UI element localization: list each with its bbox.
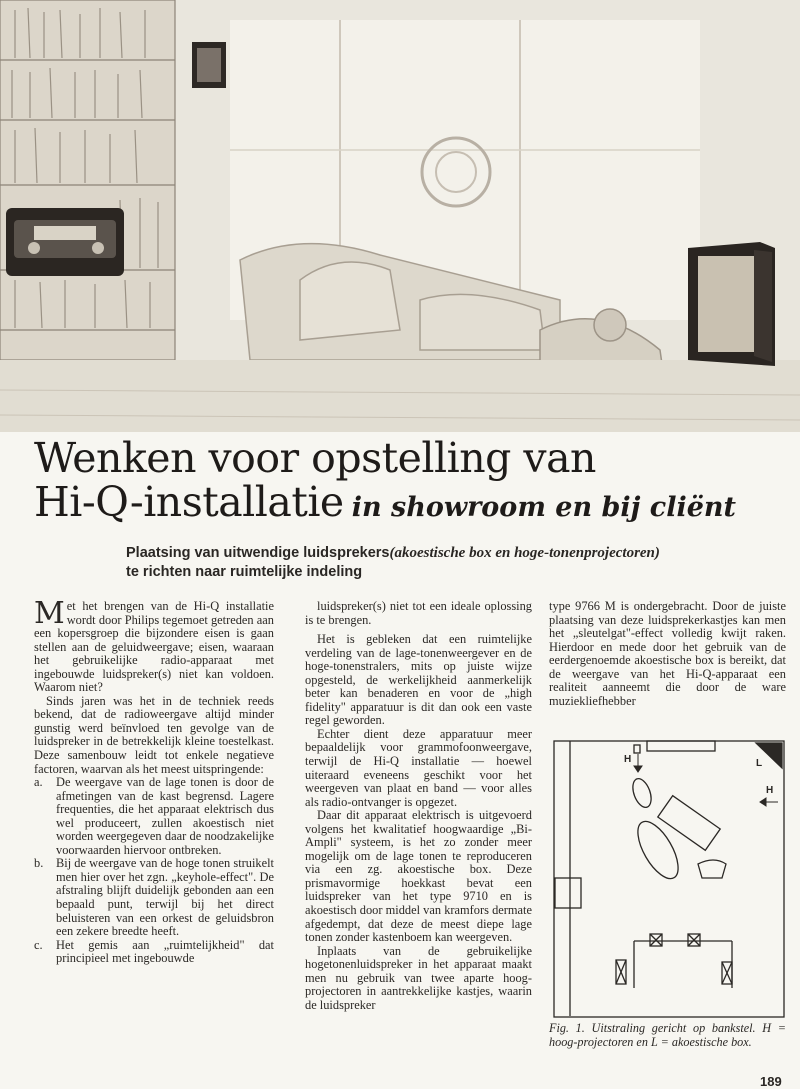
radio-apparatus: [6, 208, 124, 276]
list-item-a: a. De weergave van de lage tonen is door de afmetingen van de kast begrensd. Lagere frequenties, die het apparaat elektrisch dus wel produceert, zullen akoestisch niet worden weergegeven daar de noodzakelijke voorwaarden hiervoor ontbreken.: [34, 775, 274, 857]
label-h-top: H: [624, 754, 632, 765]
room-illustration: [0, 0, 800, 432]
bookcase: [0, 0, 175, 360]
label-l: L: [756, 758, 763, 769]
text-column-3: [549, 600, 786, 708]
article-subtitle: Plaatsing van uitwendige luidsprekers(akoestische box en hoge-tonenprojectoren) te richten naar ruimtelijke indeling: [126, 545, 660, 580]
paragraph: luidspreker(s) niet tot een ideale oplossing is te brengen.: [305, 599, 532, 627]
drop-cap: M: [34, 596, 65, 631]
list-item-b: b. Bij de weergave van de hoge tonen struikelt men hier over het zgn. „keyhole-effect". De afstraling blijft duidelijk gebonden aan een bepaald punt, terwijl bij het direct beluisteren van een orkest de geluidsbron een zekere breedte heeft.: [34, 856, 274, 939]
article-title-sub: in showroom en bij cliënt: [351, 492, 737, 523]
paragraph: Inplaats van de gebruikelijke hogetonenluidspreker in het apparaat maakt men nu gebruik van twee aparte hoog-projectoren in aantrekkelijke kastjes, waarin de luidspreker: [305, 943, 532, 1012]
page-number: 189: [760, 1074, 782, 1089]
paragraph: type 9766 M is ondergebracht. Door de juiste plaatsing van deze luidsprekerkastjes kan men het „sleutelgat"-effect volledig kwijt raken. Hierdoor en mede door het gebruik van de eerdergenoemde akoestische box is bereikt, dat de weergave van het Hi-Q-apparaat een realiteit aanneemt die door de ware muziekliefhebber: [549, 599, 786, 708]
article-title-line-2: [34, 478, 736, 526]
paragraph: Daar dit apparaat elektrisch is uitgevoerd volgens het kwalitatief hoogwaardige „Bi-Ampli" systeem, is het zo zonder meer mogelijk om de lage tonen te reproduceren via een zg. akoestische box. Deze prismavormige hoekkast bevat een luidspreker van het type 9710 en is akoestisch door middel van kramfors dermate afgedempt, dat deze de meest diepe lage tonen zonder kastenboem kan weergeven.: [305, 808, 532, 945]
paragraph: Sinds jaren was het in de techniek reeds bekend, dat de radioweergave altijd minder gunstig werd beïnvloed ten gevolge van de luidspreker in de betrekkelijk kleine toestelkast. Deze samenbouw leidt tot enkele negatieve factoren, waarvan als het meest uitspringende:: [34, 693, 274, 776]
text-column-1: [34, 596, 274, 966]
floor-plan-figure: [552, 738, 788, 1018]
figure-caption: Fig. 1. Uitstraling gericht op bankstel. H = hoog-projectoren en L = akoestische box.: [549, 1021, 786, 1049]
article-title-line-1: Wenken voor opstelling van: [34, 434, 596, 482]
text-column-2: [305, 600, 532, 1012]
list-item-c: c. Het gemis aan „ruimtelijkheid" dat principieel met ingebouwde: [34, 937, 274, 966]
paragraph: Met het brengen van de Hi-Q installatie wordt door Philips tegemoet getreden aan een kopersgroep die bijzondere eisen is gaan stellen aan de geluidweergave; eisen, waaraan het gebruikelijke radio-apparaat met ingebouwde luidspreker(s) niet kan voldoen. Waarom niet?: [34, 596, 274, 695]
high-tone-projector: [192, 42, 226, 88]
label-h-right: H: [766, 785, 774, 796]
paragraph: Echter dient deze apparatuur meer bepaaldelijk voor grammofoonweergave, terwijl de Hi-Q installatie — hoewel uiteraard eveneens geschikt voor het weergeven van plaat en band — voor alles als radio-ontvanger is opgezet.: [305, 726, 532, 809]
paragraph: Het is gebleken dat een ruimtelijke verdeling van de lage-tonenweergever en de hoge-tonenstralers, mits op juiste wijze opgesteld, de werkelijkheid aanmerkelijk beter kan benaderen en voor de „high fidelity" apparatuur is dit dan ook een vaste regel geworden.: [305, 632, 532, 728]
article-title-main: Hi-Q-installatie: [34, 478, 344, 526]
acoustic-box: [688, 242, 775, 366]
